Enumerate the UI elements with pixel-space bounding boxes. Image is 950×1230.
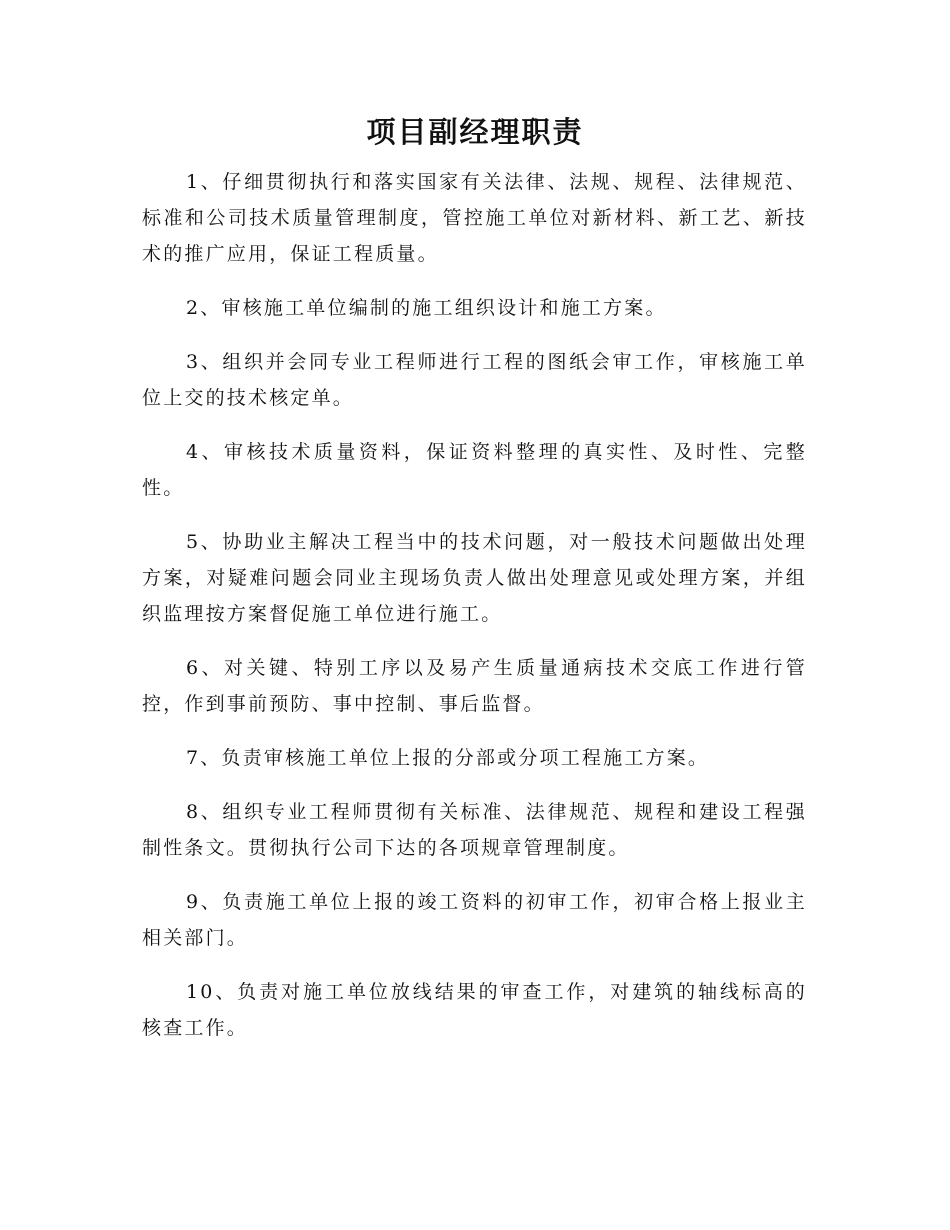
paragraph-1: 1、仔细贯彻执行和落实国家有关法律、法规、规程、法律规范、标准和公司技术质量管理制度，管控施工单位对新材料、新工艺、新技术的推广应用，保证工程质量。 [142, 171, 807, 265]
paragraph-3: 3、组织并会同专业工程师进行工程的图纸会审工作，审核施工单位上交的技术核定单。 [142, 351, 807, 409]
paragraph-8: 8、组织专业工程师贯彻有关标准、法律规范、规程和建设工程强制性条文。贯彻执行公司下达的各项规章管理制度。 [142, 801, 807, 859]
document-body [142, 164, 807, 1064]
paragraph-6: 6、对关键、特别工序以及易产生质量通病技术交底工作进行管控，作到事前预防、事中控制、事后监督。 [142, 657, 807, 715]
page-title: 项目副经理职责 [366, 115, 584, 149]
paragraph-2: 2、审核施工单位编制的施工组织设计和施工方案。 [186, 297, 667, 319]
paragraph-5: 5、协助业主解决工程当中的技术问题，对一般技术问题做出处理方案，对疑难问题会同业主现场负责人做出处理意见或处理方案，并组织监理按方案督促施工单位进行施工。 [142, 531, 807, 625]
paragraph-4: 4、审核技术质量资料，保证资料整理的真实性、及时性、完整性。 [142, 441, 807, 499]
paragraph-10: 10、负责对施工单位放线结果的审查工作，对建筑的轴线标高的核查工作。 [142, 981, 807, 1039]
paragraph-9: 9、负责施工单位上报的竣工资料的初审工作，初审合格上报业主相关部门。 [142, 891, 807, 949]
paragraph-7: 7、负责审核施工单位上报的分部或分项工程施工方案。 [186, 747, 710, 769]
